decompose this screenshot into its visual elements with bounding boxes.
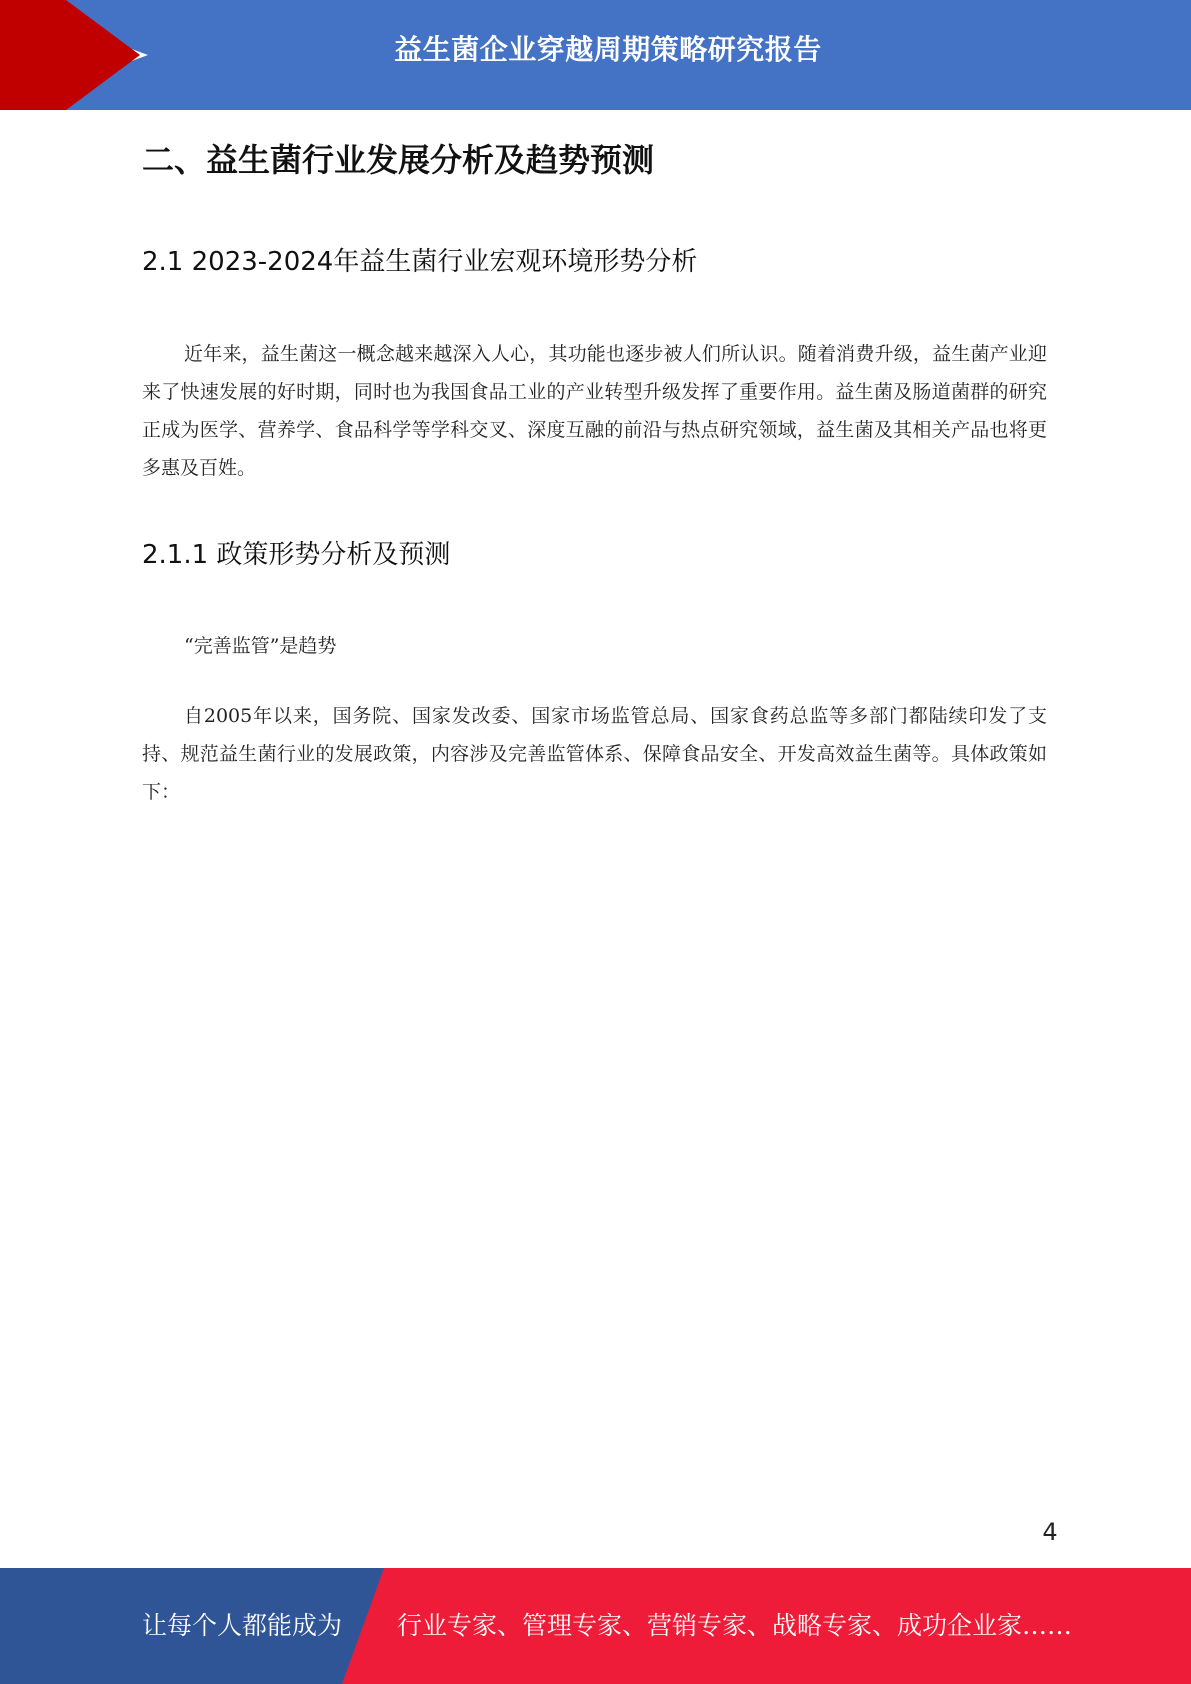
section-2-1-1-title: 2.1.1 政策形势分析及预测 bbox=[142, 540, 451, 570]
paragraph-macro-environment: 近年来，益生菌这一概念越来越深入人心，其功能也逐步被人们所认识。随着消费升级，益生菌产业迎来了快速发展的好时期，同时也为我国食品工业的产业转型升级发挥了重要作用。益生菌及肠道菌群的研究正成为医学、营养学、食品科学等学科交叉、深度互融的前沿与热点研究领域，益生菌及其相关产品也将更多惠及百姓。 bbox=[142, 343, 1047, 479]
page-number: 4 bbox=[1042, 1518, 1058, 1546]
paragraph-policy-overview: 自2005年以来，国务院、国家发改委、国家市场监管总局、国家食药总监等多部门都陆续印发了支持、规范益生菌行业的发展政策，内容涉及完善监管体系、保障食品安全、开发高效益生菌等。具体政策如下： bbox=[142, 705, 1047, 803]
footer-slogan-right: 行业专家、管理专家、营销专家、战略专家、成功企业家…… bbox=[397, 1611, 1073, 1640]
chapter-title: 二、益生菌行业发展分析及趋势预测 bbox=[142, 141, 655, 179]
header-title: 益生菌企业穿越周期策略研究报告 bbox=[394, 33, 822, 66]
section-2-1-title: 2.1 2023-2024年益生菌行业宏观环境形势分析 bbox=[142, 247, 698, 277]
footer-slogan-left: 让每个人都能成为 bbox=[142, 1611, 343, 1640]
paragraph-trend-quote: “完善监管”是趋势 bbox=[184, 635, 337, 657]
page-header bbox=[0, 0, 1191, 110]
page-footer bbox=[0, 1568, 1191, 1684]
